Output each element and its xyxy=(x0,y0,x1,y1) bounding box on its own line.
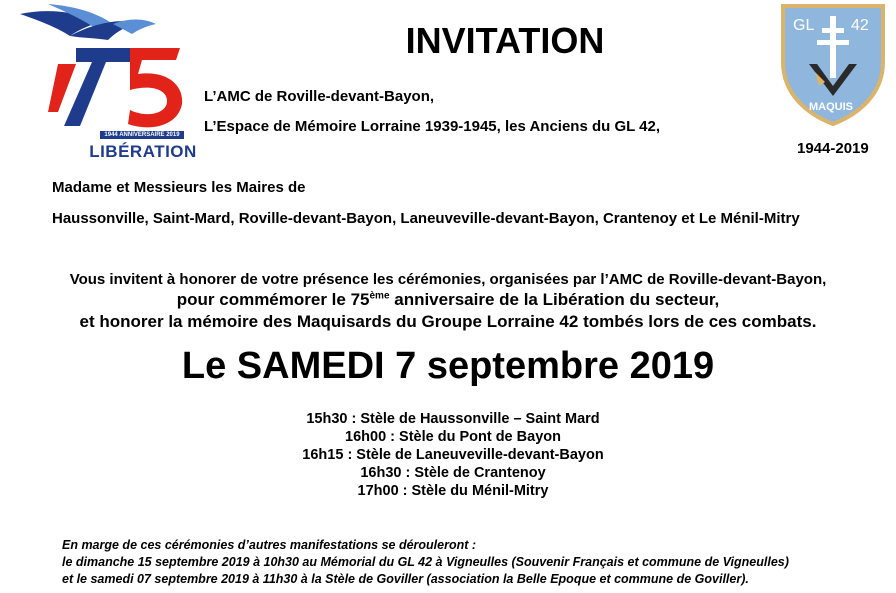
invite-line-2-post: anniversaire de la Libération du secteur, xyxy=(389,290,720,309)
invite-line-3: et honorer la mémoire des Maquisards du Groupe Lorraine 42 tombés lors de ces combats. xyxy=(79,312,817,331)
shield-gl-text: GL xyxy=(793,17,815,34)
schedule-item: 17h00 : Stèle du Ménil-Mitry xyxy=(357,483,549,499)
schedule-item: 16h15 : Stèle de Laneuveville-devant-Bayon xyxy=(302,447,604,463)
org-line-1: L’AMC de Roville-devant-Bayon, xyxy=(204,88,435,105)
invite-line-2 xyxy=(0,290,896,310)
schedule-item: 16h00 : Stèle du Pont de Bayon xyxy=(345,429,561,445)
note-line: En marge de ces cérémonies d’autres manifestations se dérouleront : xyxy=(62,538,477,552)
liberation-75-logo xyxy=(18,4,197,161)
org-line-2: L’Espace de Mémoire Lorraine 1939-1945, les Anciens du GL 42, xyxy=(204,118,661,135)
invite-line-2-sup: ème xyxy=(369,290,390,302)
notes-block xyxy=(62,537,789,588)
mayors-line-1: Madame et Messieurs les Maires de xyxy=(52,179,306,196)
logo-word: LIBÉRATION xyxy=(89,142,197,161)
event-date: Le SAMEDI 7 septembre 2019 xyxy=(181,345,715,387)
gl42-maquis-shield xyxy=(779,2,887,126)
invitation-title: INVITATION xyxy=(405,20,605,61)
invite-line-2-pre: pour commémorer le 75 xyxy=(176,290,370,309)
invite-line-1: Vous invitent à honorer de votre présence les cérémonies, organisées par l’AMC de Roville-devant-Bayon, xyxy=(69,271,827,288)
logo-band: 1944 ANNIVERSAIRE 2019 xyxy=(100,131,184,139)
schedule-list xyxy=(0,410,896,500)
year-range: 1944-2019 xyxy=(797,140,869,157)
shield-icon xyxy=(779,2,887,126)
schedule-item: 15h30 : Stèle de Haussonville – Saint Mard xyxy=(306,411,600,427)
shield-42-text: 42 xyxy=(851,17,869,34)
schedule-item: 16h30 : Stèle de Crantenoy xyxy=(360,465,546,481)
shield-maquis-text: MAQUIS xyxy=(809,101,853,113)
note-line: et le samedi 07 septembre 2019 à 11h30 à la Stèle de Goviller (association la Belle Epoque et commune de Goviller). xyxy=(62,572,749,586)
note-line: le dimanche 15 septembre 2019 à 10h30 au Mémorial du GL 42 à Vigneulles (Souvenir Français et commune de Vigneulles) xyxy=(62,555,789,569)
mayors-line-2: Haussonville, Saint-Mard, Roville-devant-Bayon, Laneuveville-devant-Bayon, Crantenoy et Le Ménil-Mitry xyxy=(52,210,800,227)
